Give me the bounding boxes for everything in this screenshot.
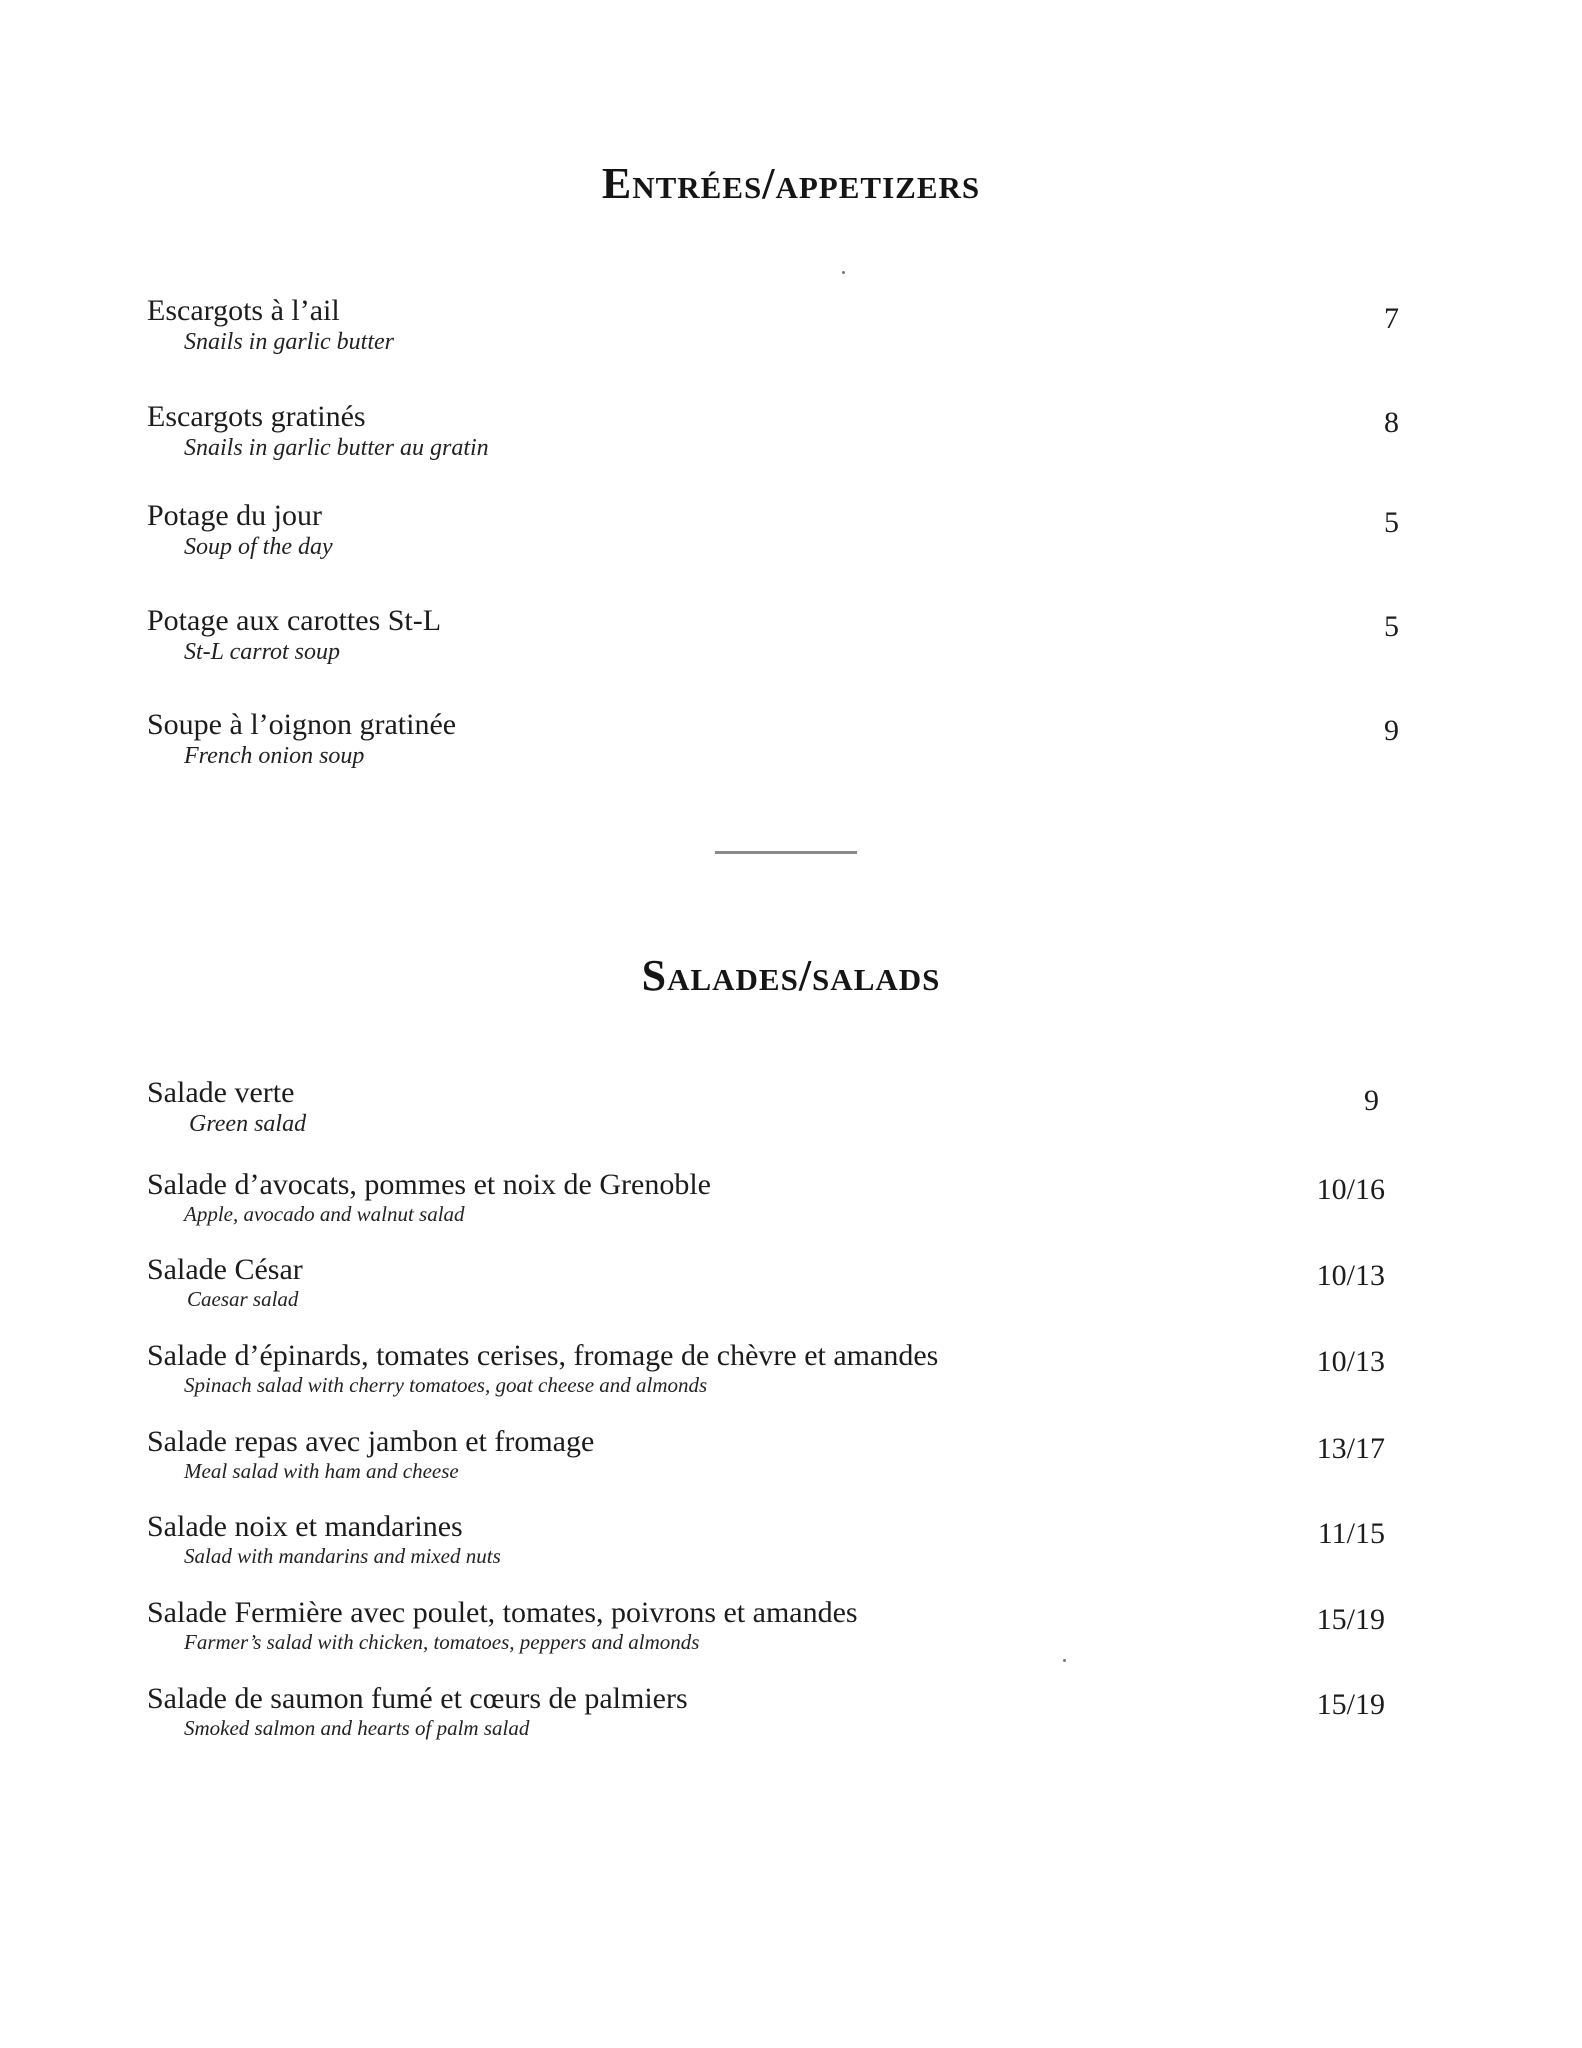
menu-item xyxy=(147,499,1397,561)
scan-speck xyxy=(842,271,845,274)
item-name-en: Salad with mandarins and mixed nuts xyxy=(184,1544,501,1568)
scan-speck xyxy=(1063,1659,1066,1662)
menu-item xyxy=(147,1253,1397,1311)
item-price: 8 xyxy=(1384,406,1399,439)
menu-item xyxy=(147,604,1397,666)
item-name-en: French onion soup xyxy=(184,743,365,769)
menu-item xyxy=(147,1076,1397,1138)
item-name-fr: Potage du jour xyxy=(147,499,322,532)
item-name-fr: Escargots gratinés xyxy=(147,400,366,433)
item-name-fr: Salade d’avocats, pommes et noix de Grenoble xyxy=(147,1168,711,1201)
item-price: 15/19 xyxy=(1316,1688,1385,1721)
item-name-en: Meal salad with ham and cheese xyxy=(184,1459,459,1483)
section-title-salades: Salades/salads xyxy=(641,951,941,1000)
menu-item xyxy=(147,1682,1397,1740)
item-name-en: Spinach salad with cherry tomatoes, goat cheese and almonds xyxy=(184,1373,708,1397)
item-name-fr: Salade verte xyxy=(147,1076,295,1109)
item-price: 9 xyxy=(1384,714,1399,747)
item-name-en: Farmer’s salad with chicken, tomatoes, peppers and almonds xyxy=(184,1630,700,1654)
item-name-fr: Salade noix et mandarines xyxy=(147,1510,463,1543)
item-price: 5 xyxy=(1384,610,1399,643)
item-name-en: Apple, avocado and walnut salad xyxy=(184,1202,465,1226)
section-title-entrees: Entrées/appetizers xyxy=(601,159,981,208)
item-price: 11/15 xyxy=(1317,1517,1385,1550)
menu-item xyxy=(147,1168,1397,1226)
item-price: 10/13 xyxy=(1316,1345,1385,1378)
menu-item xyxy=(147,1596,1397,1654)
item-name-en: St-L carrot soup xyxy=(184,639,341,665)
item-name-en: Snails in garlic butter au gratin xyxy=(184,435,489,461)
item-name-fr: Salade d’épinards, tomates cerises, fromage de chèvre et amandes xyxy=(147,1339,939,1372)
menu-item xyxy=(147,1510,1397,1568)
item-name-fr: Salade de saumon fumé et cœurs de palmiers xyxy=(147,1682,688,1715)
item-name-fr: Soupe à l’oignon gratinée xyxy=(147,708,457,741)
menu-item xyxy=(147,400,1397,462)
menu-item xyxy=(147,294,1397,356)
menu-item xyxy=(147,1339,1397,1397)
item-price: 10/13 xyxy=(1316,1259,1385,1292)
item-price: 7 xyxy=(1384,302,1399,335)
item-name-en: Green salad xyxy=(189,1111,307,1137)
item-price: 5 xyxy=(1384,506,1399,539)
menu-item xyxy=(147,708,1397,770)
item-price: 9 xyxy=(1364,1084,1379,1117)
item-name-fr: Salade Fermière avec poulet, tomates, poivrons et amandes xyxy=(147,1596,858,1629)
item-price: 10/16 xyxy=(1316,1173,1385,1206)
item-name-fr: Salade repas avec jambon et fromage xyxy=(147,1425,595,1458)
menu-item xyxy=(147,1425,1397,1483)
item-name-en: Snails in garlic butter xyxy=(184,329,394,355)
item-name-fr: Escargots à l’ail xyxy=(147,294,340,327)
section-divider xyxy=(715,851,857,854)
item-name-en: Caesar salad xyxy=(187,1287,299,1311)
item-name-fr: Salade César xyxy=(147,1253,303,1286)
item-name-fr: Potage aux carottes St-L xyxy=(147,604,442,637)
item-name-en: Smoked salmon and hearts of palm salad xyxy=(184,1716,530,1740)
item-name-en: Soup of the day xyxy=(184,534,333,560)
item-price: 15/19 xyxy=(1316,1603,1385,1636)
item-price: 13/17 xyxy=(1316,1432,1385,1465)
